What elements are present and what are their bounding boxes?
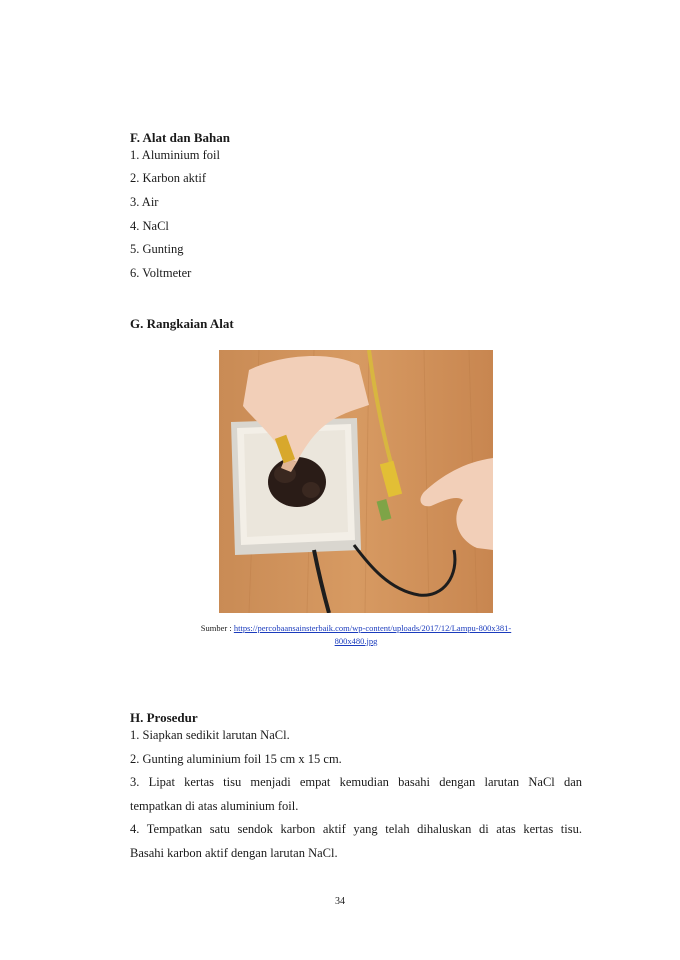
source-link[interactable]: https://percobaansainsterbaik.com/wp-content/uploads/2017/12/Lampu-800x381- xyxy=(233,623,512,633)
page-number: 34 xyxy=(335,896,345,907)
procedure-step: 3. Lipat kertas tisu menjadi empat kemudian basahi dengan larutan NaCl dan xyxy=(130,775,582,789)
list-item: 4. NaCl xyxy=(130,219,169,233)
list-item: 5. Gunting xyxy=(130,242,184,256)
procedure-step: 2. Gunting aluminium foil 15 cm x 15 cm. xyxy=(130,752,342,766)
list-item: 3. Air xyxy=(130,195,159,209)
list-item: 2. Karbon aktif xyxy=(130,171,207,185)
procedure-step: 1. Siapkan sedikit larutan NaCl. xyxy=(130,728,290,742)
source-link-continuation[interactable]: 800x480.jpg xyxy=(334,636,378,646)
list-item: 1. Aluminium foil xyxy=(130,148,220,162)
apparatus-photo xyxy=(219,350,493,613)
list-item: 6. Voltmeter xyxy=(130,266,192,280)
procedure-step: 4. Tempatkan satu sendok karbon aktif yang telah dihaluskan di atas kertas tisu. xyxy=(130,822,582,836)
procedure-step-continuation: tempatkan di atas aluminium foil. xyxy=(130,799,299,813)
procedure-step-continuation: Basahi karbon aktif dengan larutan NaCl. xyxy=(130,846,338,860)
image-source xyxy=(130,622,582,648)
section-g-heading: G. Rangkaian Alat xyxy=(130,316,234,331)
source-label: Sumber : xyxy=(200,623,232,633)
section-f-heading: F. Alat dan Bahan xyxy=(130,130,230,145)
section-h-heading: H. Prosedur xyxy=(130,710,198,725)
